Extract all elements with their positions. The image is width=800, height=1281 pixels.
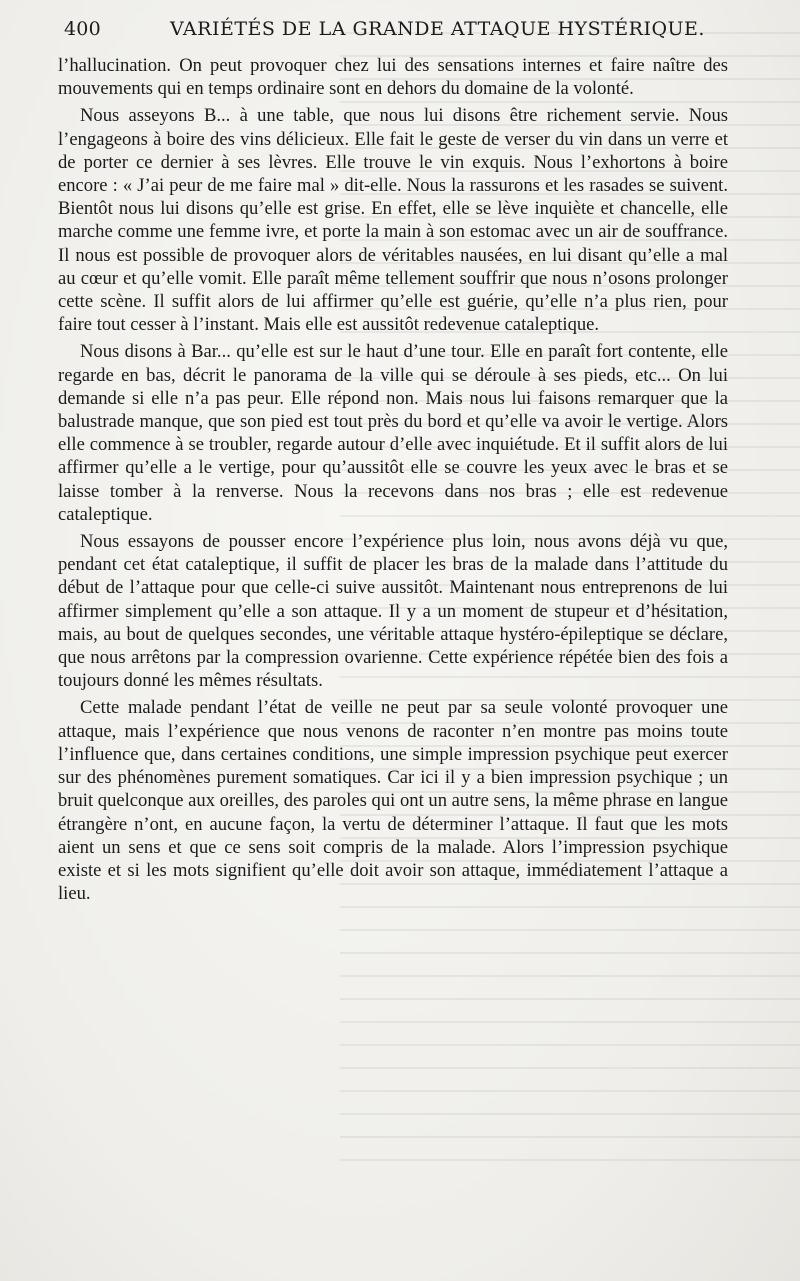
running-head <box>58 12 748 44</box>
running-title: VARIÉTÉS DE LA GRANDE ATTAQUE HYSTÉRIQUE. <box>170 18 705 40</box>
page-number: 400 <box>64 18 101 40</box>
paragraph-tower-experiment: Nous disons à Bar... qu’elle est sur le haut d’une tour. Elle en paraît fort contente, elle regarde en bas, décrit le panorama de la ville qui se déroule à ses pieds, etc... On lui demande si elle n’a pas peur. Elle répond non. Mais nous lui faisons remarquer que la balustrade manque, que son pied est tout près du bord et qu’elle va avoir le vertige. Alors elle commence à se troubler, regarde autour d’elle avec inquiétude. Et il suffit alors de lui affirmer qu’elle a le vertige, pour qu’aussitôt elle se couvre les yeux avec le bras et se laisse tomber à la renverse. Nous la recevons dans nos bras ; elle est redevenue cataleptique. <box>58 341 728 525</box>
paragraph-attack-suggestion: Nous essayons de pousser encore l’expérience plus loin, nous avons déjà vu que, pendant cet état cataleptique, il suffit de placer les bras de la malade dans l’attitude du début de l’attaque pour que celle-ci suive aussitôt. Maintenant nous entreprenons de lui affirmer simplement qu’elle a son attaque. Il y a un moment de stupeur et d’hésitation, mais, au bout de quelques secondes, une véritable attaque hystéro-épileptique se déclare, que nous arrêtons par la compression ovarienne. Cette expérience répétée bien des fois a toujours donné les mêmes résultats. <box>58 531 728 692</box>
paragraph-wine-experiment: Nous asseyons B... à une table, que nous lui disons être richement servie. Nous l’engageons à boire des vins délicieux. Elle fait le geste de verser du vin dans un verre et de porter ce dernier à ses lèvres. Elle trouve le vin exquis. Nous l’exhortons à boire encore : « J’ai peur de me faire mal » dit-elle. Nous la rassurons et les rasades se suivent. Bientôt nous lui disons qu’elle est grise. En effet, elle se lève inquiète et chancelle, elle marche comme une femme ivre, et porte la main à son estomac avec un air de souffrance. Il nous est possible de provoquer alors de véritables nausées, en lui disant qu’elle a mal au cœur et qu’elle vomit. Elle paraît même tellement souffrir que nous n’osons prolonger cette scène. Il suffit alors de lui affirmer qu’elle est guérie, qu’elle n’a plus rien, pour faire tout cesser à l’instant. Mais elle est aussitôt redevenue cataleptique. <box>58 105 728 336</box>
paragraph-continuation: l’hallucination. On peut provoquer chez lui des sensations internes et faire naître des mouvements qui en temps ordinaire sont en dehors du domaine de la volonté. <box>58 55 728 100</box>
paragraph-psychic-impression: Cette malade pendant l’état de veille ne peut par sa seule volonté provoquer une attaque, mais l’expérience que nous venons de raconter n’en montre pas moins toute l’influence que, dans certaines conditions, une simple impression psychique peut exercer sur des phénomènes purement somatiques. Car ici il y a bien impression psychique ; un bruit quelconque aux oreilles, des paroles qui ont un autre sens, la même phrase en langue étrangère n’ont, en aucune façon, la vertu de déterminer l’attaque. Il faut que les mots aient un sens et que ce sens soit compris de la malade. Alors l’impression psychique existe et si les mots signifient qu’elle doit avoir son attaque, immédiatement l’attaque a lieu. <box>58 697 728 905</box>
body-text <box>58 54 728 905</box>
